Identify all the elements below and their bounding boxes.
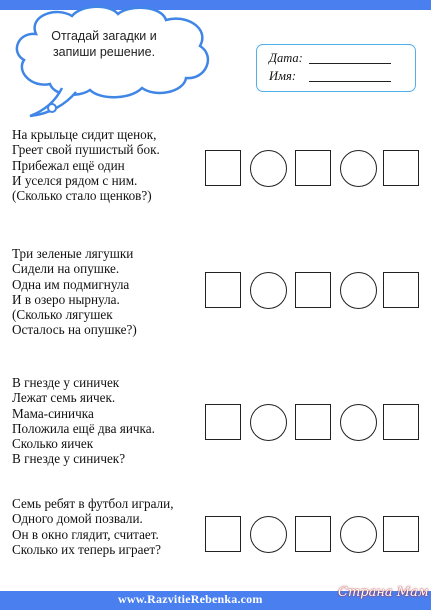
- operator-circle[interactable]: [250, 516, 287, 553]
- name-underline: [309, 81, 391, 82]
- riddle-line: Он в окно глядит, считает.: [12, 526, 159, 542]
- operator-circle[interactable]: [250, 272, 287, 309]
- riddle-line: Мама-синичка: [12, 405, 94, 421]
- riddle-line: Лежат семь яичек.: [12, 390, 116, 406]
- answer-box[interactable]: [205, 516, 241, 552]
- speech-cloud: [6, 4, 226, 124]
- answer-box[interactable]: [383, 272, 419, 308]
- riddle-line: В гнезде у синичек?: [12, 451, 126, 467]
- operator-circle[interactable]: [250, 404, 287, 441]
- riddle-line: Прибежал ещё один: [12, 157, 125, 173]
- riddle-line: Сколько их теперь играет?: [12, 541, 161, 557]
- instruction-line: запиши решение.: [52, 45, 156, 59]
- riddle-line: Положила ещё два яичка.: [12, 420, 155, 436]
- riddle-line: Семь ребят в футбол играли,: [12, 496, 174, 511]
- riddle-line: (Сколько стало щенков?): [12, 188, 152, 204]
- answer-box[interactable]: [295, 272, 331, 308]
- date-name-box: [256, 44, 416, 92]
- riddle-4: [12, 496, 174, 557]
- riddle-3: [12, 375, 155, 467]
- answer-box[interactable]: [383, 516, 419, 552]
- date-underline: [309, 63, 391, 64]
- answer-box[interactable]: [205, 272, 241, 308]
- riddle-line: Одна им подмигнула: [12, 276, 130, 292]
- riddle-line: И уселся рядом с ним.: [12, 172, 138, 188]
- riddle-1: [12, 127, 160, 203]
- operator-circle[interactable]: [340, 150, 377, 187]
- operator-circle[interactable]: [340, 404, 377, 441]
- date-field[interactable]: [269, 51, 303, 66]
- name-field[interactable]: [269, 69, 296, 84]
- date-label: Дата:: [269, 51, 303, 65]
- riddle-line: Три зеленые лягушки: [12, 246, 134, 261]
- riddle-line: И в озеро нырнула.: [12, 291, 120, 307]
- footer-site-link[interactable]: www.RazvitieRebenka.com: [118, 592, 263, 606]
- riddle-line: В гнезде у синичек: [12, 375, 120, 390]
- answer-box[interactable]: [295, 404, 331, 440]
- answer-box[interactable]: [295, 516, 331, 552]
- riddle-line: Сколько яичек: [12, 436, 94, 452]
- name-label: Имя:: [269, 69, 296, 83]
- riddle-2: [12, 246, 137, 338]
- riddle-line: Греет свой пушистый бок.: [12, 142, 160, 158]
- operator-circle[interactable]: [250, 150, 287, 187]
- answer-box[interactable]: [205, 150, 241, 186]
- riddle-line: Осталось на опушке?): [12, 322, 137, 338]
- watermark: Страна Мам: [338, 585, 429, 600]
- operator-circle[interactable]: [340, 272, 377, 309]
- operator-circle[interactable]: [340, 516, 377, 553]
- answer-box[interactable]: [295, 150, 331, 186]
- riddle-line: Одного домой позвали.: [12, 511, 143, 527]
- answer-box[interactable]: [383, 150, 419, 186]
- instruction-line: Отгадай загадки и: [51, 29, 157, 43]
- riddle-line: (Сколько лягушек: [12, 307, 113, 323]
- riddle-line: Сидели на опушке.: [12, 261, 120, 277]
- instruction-text: [24, 28, 184, 60]
- answer-box[interactable]: [205, 404, 241, 440]
- riddle-line: На крыльце сидит щенок,: [12, 127, 157, 142]
- answer-box[interactable]: [383, 404, 419, 440]
